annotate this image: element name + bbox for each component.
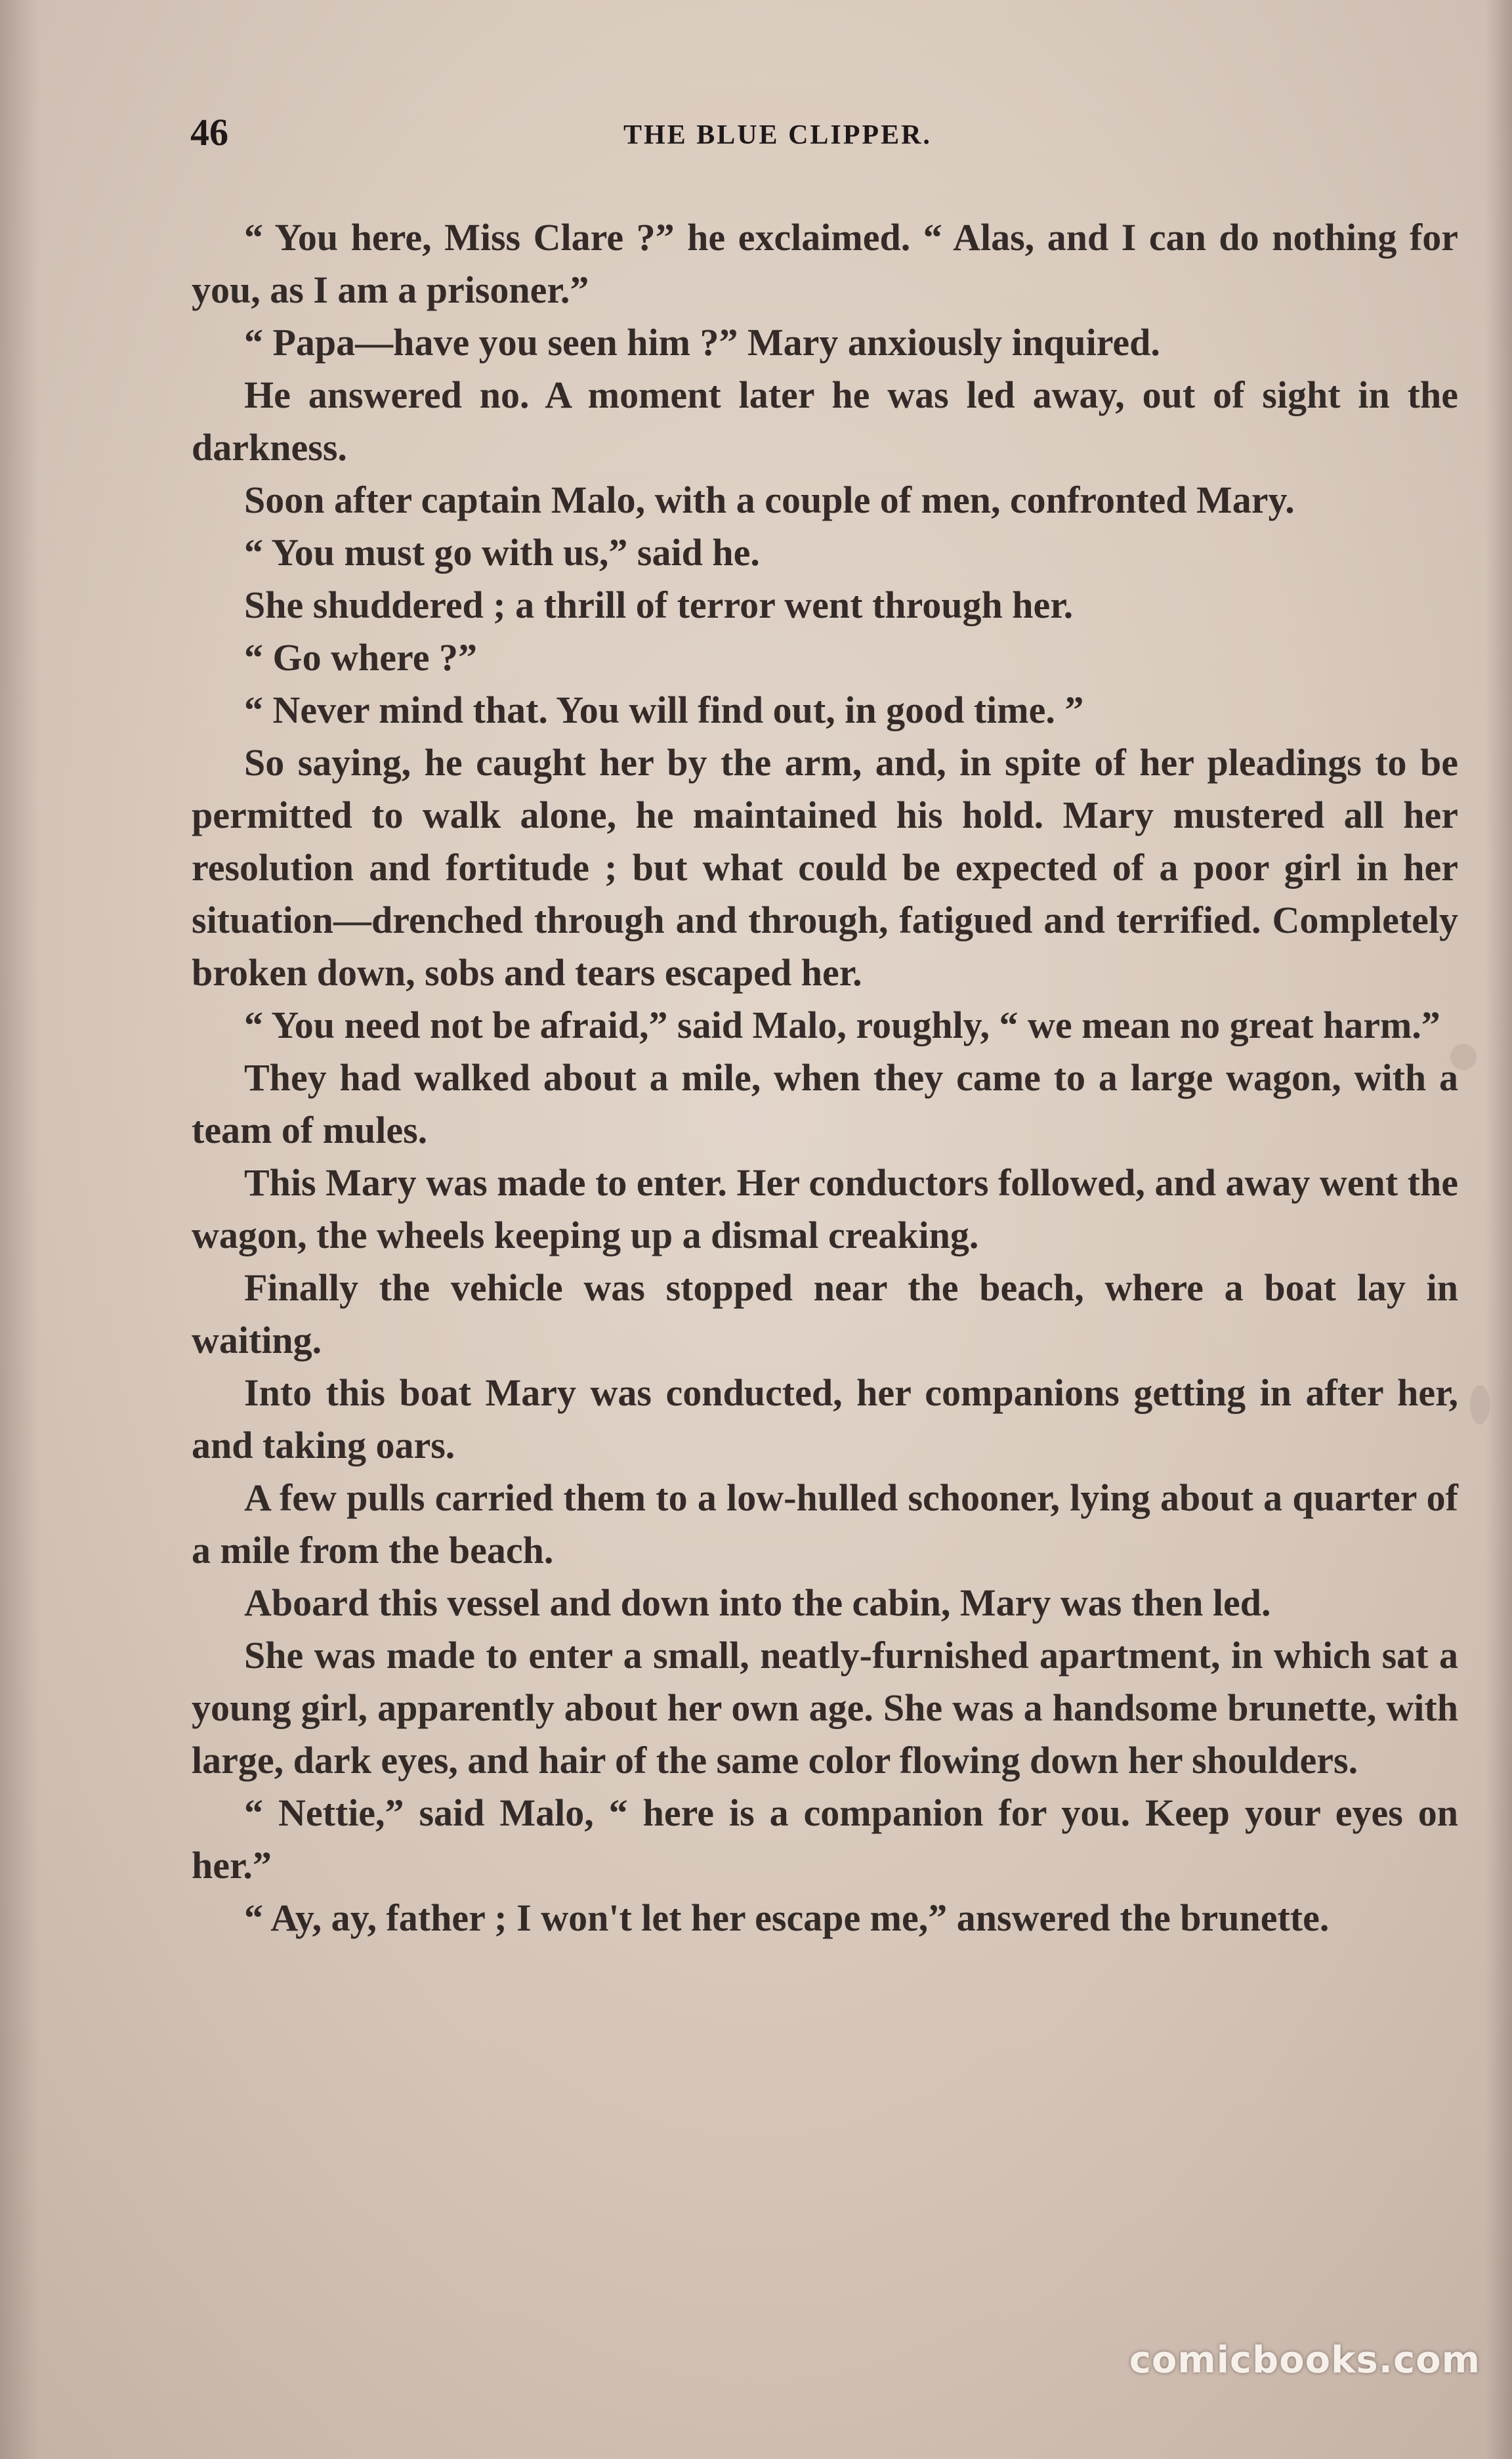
paragraph: “ Nettie,” said Malo, “ here is a companion for you. Keep your eyes on her.” xyxy=(192,1791,1458,1887)
page-header xyxy=(190,110,1444,163)
paragraph: “ You must go with us,” said he. xyxy=(244,531,760,574)
paragraph: He answered no. A moment later he was led away, out of sight in the darkness. xyxy=(192,374,1458,469)
body-text xyxy=(192,211,1458,1944)
paragraph: Soon after captain Malo, with a couple of men, confronted Mary. xyxy=(244,479,1295,521)
paragraph: She shuddered ; a thrill of terror went through her. xyxy=(244,584,1074,626)
page-gutter-shadow xyxy=(0,0,39,2459)
running-head: THE BLUE CLIPPER. xyxy=(623,120,932,150)
paragraph: “ You here, Miss Clare ?” he exclaimed. “ Alas, and I can do nothing for you, as I am a prisoner.” xyxy=(192,216,1458,311)
paragraph: She was made to enter a small, neatly-furnished apartment, in which sat a young girl, apparently about her own age. She was a handsome brunette, with large, dark eyes, and hair of the same color flowing down her shoulders. xyxy=(192,1634,1458,1782)
paragraph: Aboard this vessel and down into the cabin, Mary was then led. xyxy=(244,1581,1271,1624)
page-number: 46 xyxy=(190,111,228,154)
paragraph: So saying, he caught her by the arm, and, in spite of her pleadings to be permitted to walk alone, he maintained his hold. Mary mustered all her resolution and fortitude ; but what could be expected of a poor girl in her situation—drenched through and through, fatigued and terrified. Completely broken down, sobs and tears escaped her. xyxy=(192,741,1458,994)
paragraph: Finally the vehicle was stopped near the beach, where a boat lay in waiting. xyxy=(192,1266,1458,1361)
paragraph: “ Ay, ay, father ; I won't let her escape me,” answered the brunette. xyxy=(244,1896,1330,1939)
paragraph: They had walked about a mile, when they came to a large wagon, with a team of mules. xyxy=(192,1056,1458,1151)
paragraph: A few pulls carried them to a low-hulled schooner, lying about a quarter of a mile from the beach. xyxy=(192,1476,1458,1572)
page-edge-shadow xyxy=(1486,0,1512,2459)
paper-stain xyxy=(1470,1385,1490,1424)
watermark: comicbooks.com xyxy=(1129,2339,1480,2382)
paragraph: Into this boat Mary was conducted, her companions getting in after her, and taking oars. xyxy=(192,1371,1458,1466)
paragraph: This Mary was made to enter. Her conductors followed, and away went the wagon, the wheels keeping up a dismal creaking. xyxy=(192,1161,1458,1256)
paragraph: “ Never mind that. You will find out, in good time. ” xyxy=(244,689,1084,731)
paragraph: “ You need not be afraid,” said Malo, roughly, “ we mean no great harm.” xyxy=(244,1004,1440,1046)
paragraph: “ Go where ?” xyxy=(244,636,477,679)
paragraph: “ Papa—have you seen him ?” Mary anxiously inquired. xyxy=(244,321,1160,364)
